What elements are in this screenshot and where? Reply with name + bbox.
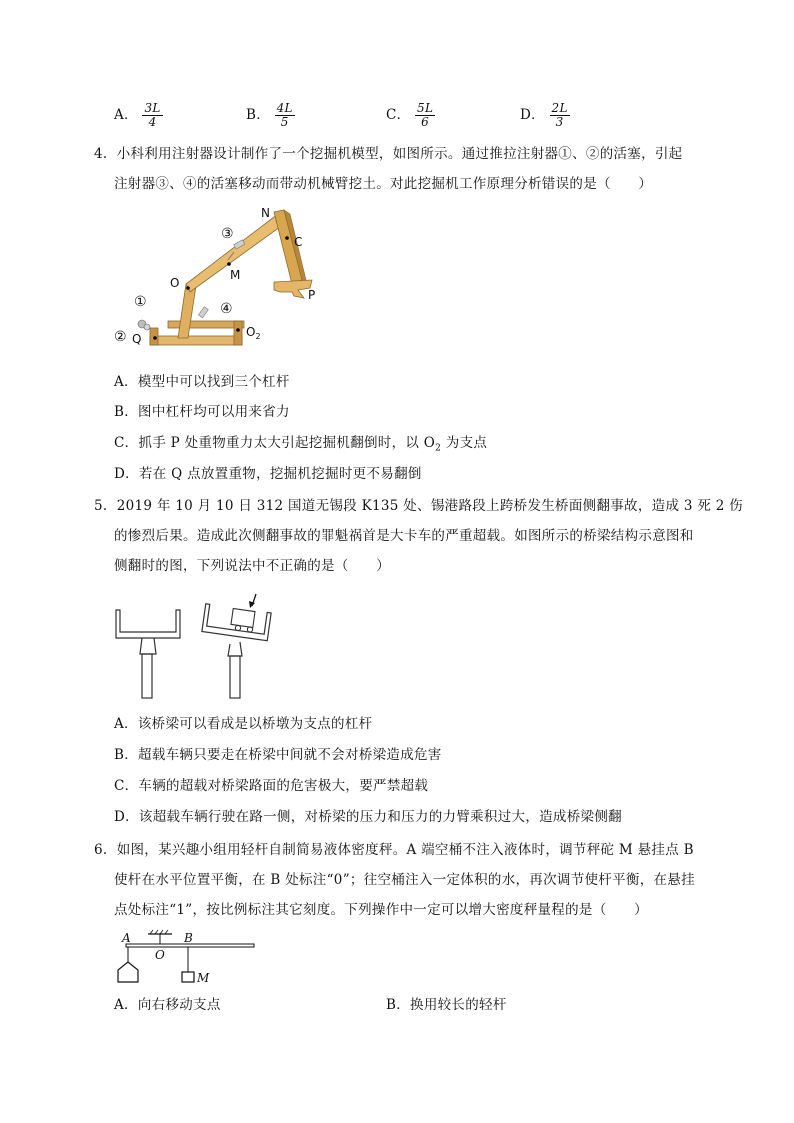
truck-icon xyxy=(231,609,255,633)
bridge-figure xyxy=(110,588,280,704)
excavator-base-right xyxy=(234,321,242,345)
label-o: O xyxy=(170,276,180,290)
q3-option-b-den: 5 xyxy=(280,115,289,129)
q4-option-c-sub: 2 xyxy=(435,443,442,454)
density-scale-figure xyxy=(112,926,262,992)
q3-option-a-fraction xyxy=(142,102,162,129)
label-m: M xyxy=(230,268,241,282)
q5-option-d: D．该超载车辆行驶在路一侧，对桥梁的压力和压力的力臂乘积过大，造成桥梁侧翻 xyxy=(114,809,622,825)
pivot-q xyxy=(153,336,157,340)
syringe-1-2 xyxy=(138,320,150,330)
q3-option-d-letter: D． xyxy=(520,107,545,123)
label-o2-sub: 2 xyxy=(255,332,261,341)
q5-option-b: B．超载车辆只要走在桥梁中间就不会对桥梁造成危害 xyxy=(114,747,442,763)
q3-option-c-den: 6 xyxy=(421,115,430,129)
q4-option-c-pre: C．抓手 P 处重物重力太大引起挖掘机翻倒时，以 O xyxy=(114,435,436,451)
q3-option-a-num: 3L xyxy=(144,101,161,115)
force-arrow-icon xyxy=(249,594,256,608)
excavator-base-left xyxy=(150,328,158,345)
bridge-tilted xyxy=(202,604,271,698)
label-n: N xyxy=(261,206,270,220)
q5-option-c: C．车辆的超载对桥梁路面的危害极大，要严禁超载 xyxy=(114,778,429,794)
q3-option-c-letter: C． xyxy=(386,107,411,123)
q4-stem-line2: 注射器③、④的活塞移动而带动机械臂挖土。对此挖掘机工作原理分析错误的是（ ） xyxy=(114,176,653,192)
q4-option-d: D．若在 Q 点放置重物，挖掘机挖掘时更不易翻倒 xyxy=(114,466,422,482)
bridge-normal xyxy=(116,610,180,698)
excavator-figure xyxy=(108,200,338,360)
pivot-c xyxy=(285,236,289,240)
syringe-4 xyxy=(198,307,208,318)
q6-stem-line3: 点处标注“1”，按比例标注其它刻度。下列操作中一定可以增大密度秤量程的是（ ） xyxy=(114,902,648,918)
q5-stem-line2: 的惨烈后果。造成此次侧翻事故的罪魁祸首是大卡车的严重超载。如图所示的桥梁结构示意图和 xyxy=(114,528,694,544)
q6-stem-line2: 使杆在水平位置平衡，在 B 处标注“0”；往空桶注入一定体积的水，再次调节使杆平衡，在悬挂 xyxy=(114,872,695,888)
q3-option-c xyxy=(386,102,435,129)
label-c: C xyxy=(294,235,303,249)
q3-option-d-fraction xyxy=(550,102,570,129)
label-o: O xyxy=(155,948,165,962)
q3-option-b-fraction xyxy=(275,102,295,129)
label-syringe-1: ① xyxy=(134,294,147,310)
label-p: P xyxy=(308,288,316,302)
q4-option-a: A．模型中可以找到三个杠杆 xyxy=(114,374,290,390)
q5-option-a: A．该桥梁可以看成是以桥墩为支点的杠杆 xyxy=(114,716,373,732)
q6-option-a: A．向右移动支点 xyxy=(114,997,221,1013)
q3-option-c-fraction xyxy=(415,102,435,129)
q3-option-a xyxy=(114,102,163,129)
q3-option-d-den: 3 xyxy=(555,115,564,129)
label-q: Q xyxy=(132,332,142,346)
label-syringe-3: ③ xyxy=(221,226,234,242)
q3-option-d-num: 2L xyxy=(551,101,568,115)
pivot-m xyxy=(227,262,231,266)
pivot-o2 xyxy=(236,328,240,332)
q3-option-b-num: 4L xyxy=(276,101,293,115)
q3-option-c-num: 5L xyxy=(417,101,434,115)
label-a: A xyxy=(122,931,131,945)
q3-option-a-den: 4 xyxy=(148,115,157,129)
q3-option-a-letter: A． xyxy=(114,107,138,123)
q4-option-c-post: 为支点 xyxy=(441,435,488,451)
q3-option-b xyxy=(246,102,295,129)
excavator-lower-arm xyxy=(178,284,196,338)
q6-stem-line1: 6．如图，某兴趣小组用轻杆自制简易液体密度秤。A 端空桶不注入液体时，调节秤砣 M 悬挂点 B xyxy=(94,842,694,858)
q3-option-b-letter: B． xyxy=(246,107,271,123)
q3-options-row xyxy=(0,98,794,134)
label-o2-main: O xyxy=(246,325,256,339)
q4-option-c xyxy=(114,433,487,459)
excavator-base-front xyxy=(150,336,242,345)
q6-option-b: B．换用较长的轻杆 xyxy=(386,997,507,1013)
q4-stem-line1: 4．小科利用注射器设计制作了一个挖掘机模型，如图所示。通过推拉注射器①、②的活塞，引起 xyxy=(94,146,683,162)
bucket-icon xyxy=(118,962,138,982)
label-m: M xyxy=(197,971,210,985)
pivot-o xyxy=(186,286,190,290)
q3-option-d xyxy=(520,102,570,129)
q5-stem-line3: 侧翻时的图，下列说法中不正确的是（ ） xyxy=(114,558,390,574)
weight-m xyxy=(182,972,194,982)
q4-option-b: B．图中杠杆均可以用来省力 xyxy=(114,404,290,420)
label-syringe-4: ④ xyxy=(220,301,233,317)
q5-stem-line1: 5．2019 年 10 月 10 日 312 国道无锡段 K135 处、锡港路段上跨桥发生桥面侧翻事故，造成 3 死 2 伤 xyxy=(94,498,743,514)
label-o2 xyxy=(246,325,261,341)
excavator-claw xyxy=(274,280,312,298)
label-b: B xyxy=(184,931,193,945)
label-syringe-2: ② xyxy=(114,329,127,345)
